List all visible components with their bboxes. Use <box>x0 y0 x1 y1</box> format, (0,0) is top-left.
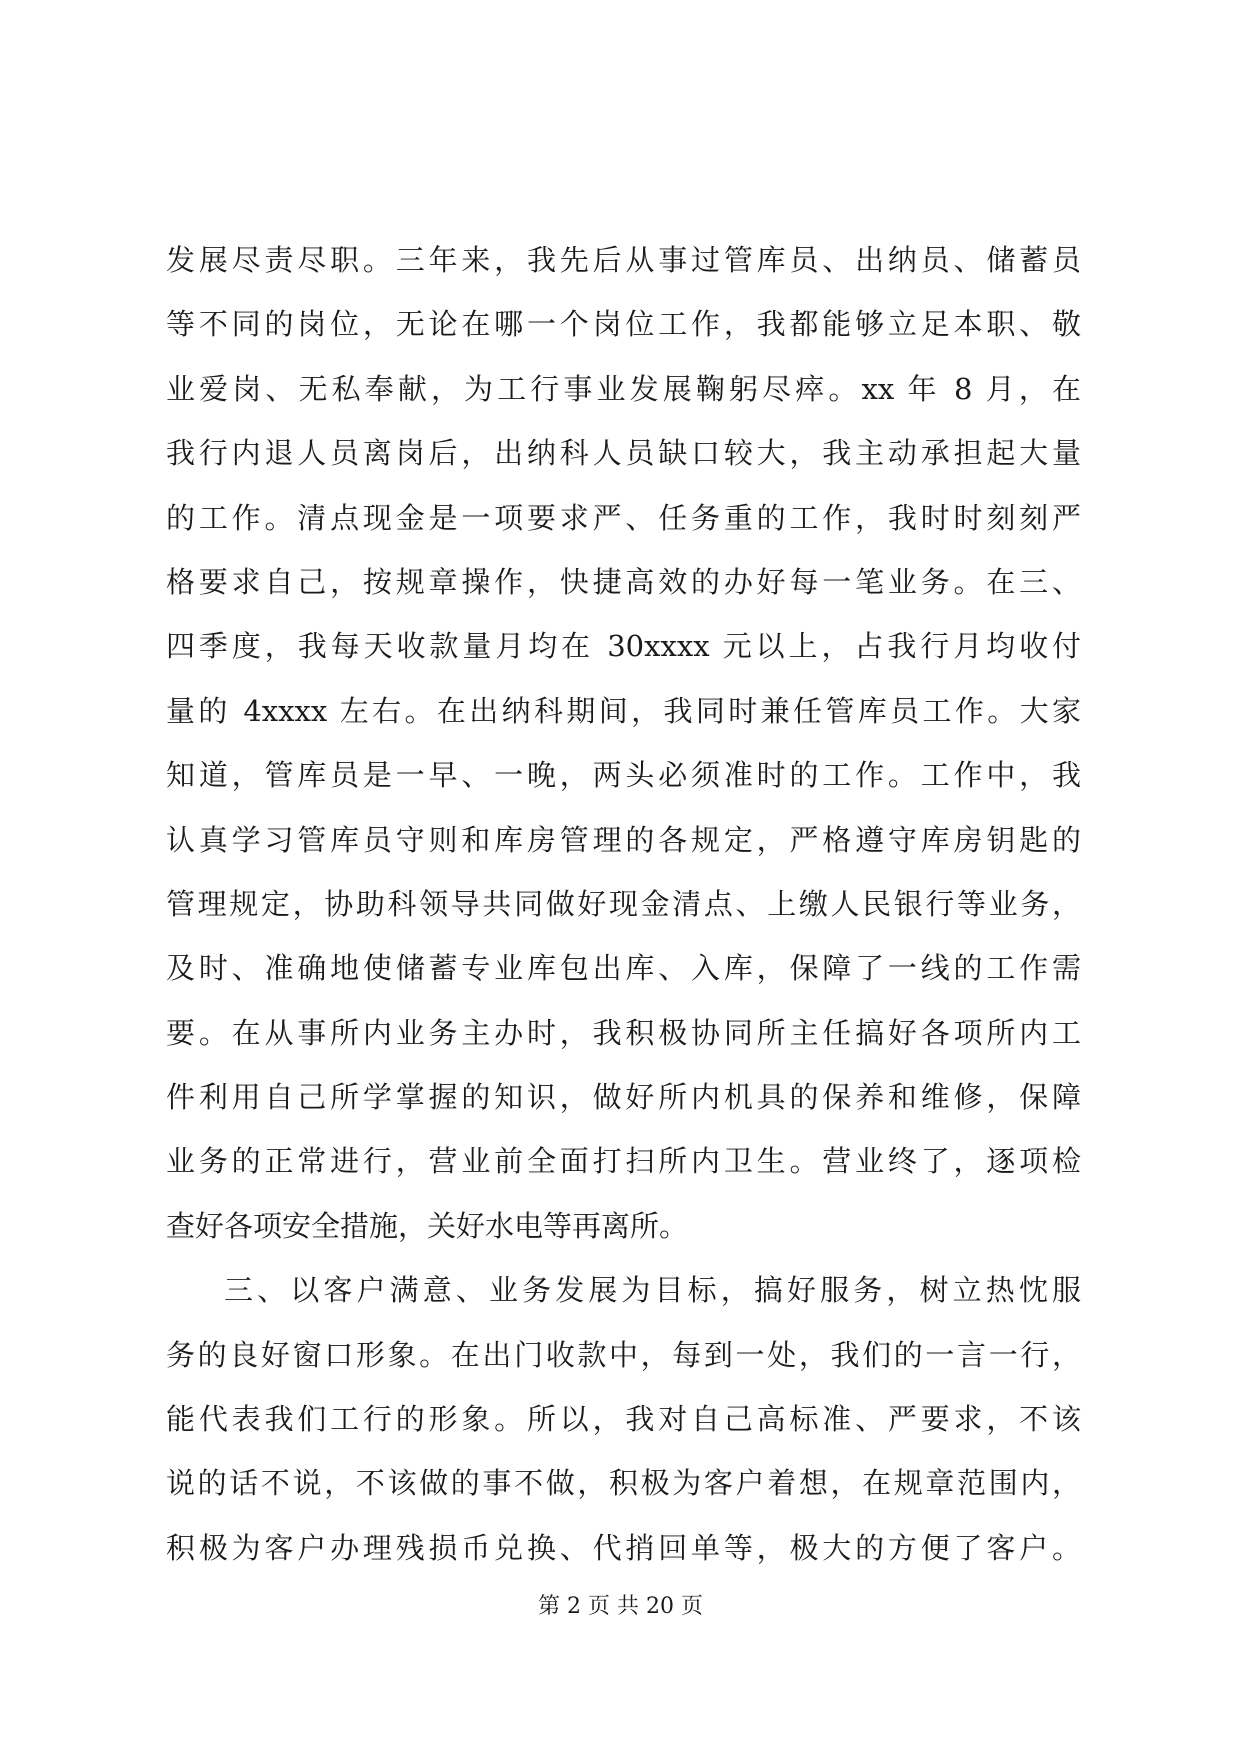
text-line: 量的 4xxxx 左右。在出纳科期间，我同时兼任管库员工作。大家 <box>166 693 1081 728</box>
text-line: 件利用自己所学掌握的知识，做好所内机具的保养和维修，保障 <box>166 1080 1081 1115</box>
text-line: 的工作。清点现金是一项要求严、任务重的工作，我时时刻刻严 <box>166 500 1081 535</box>
text-line: 知道，管库员是一早、一晚，两头必须准时的工作。工作中，我 <box>166 758 1081 793</box>
page-footer: 第 2 页 共 20 页 <box>538 1594 703 1619</box>
document-body <box>166 228 1081 1580</box>
text-line: 等不同的岗位，无论在哪一个岗位工作，我都能够立足本职、敬 <box>166 307 1081 342</box>
text-line: 说的话不说，不该做的事不做，积极为客户着想，在规章范围内， <box>166 1466 1081 1501</box>
text-line: 管理规定，协助科领导共同做好现金清点、上缴人民银行等业务， <box>166 886 1081 921</box>
text-line: 业务的正常进行，营业前全面打扫所内卫生。营业终了，逐项检 <box>166 1144 1081 1179</box>
text-line: 发展尽责尽职。三年来，我先后从事过管库员、出纳员、储蓄员 <box>166 243 1081 277</box>
text-line: 四季度，我每天收款量月均在 30xxxx 元以上，占我行月均收付 <box>166 629 1081 664</box>
text-line: 格要求自己，按规章操作，快捷高效的办好每一笔业务。在三、 <box>166 564 1081 599</box>
text-line: 要。在从事所内业务主办时，我积极协同所主任搞好各项所内工 <box>166 1015 1081 1050</box>
text-line: 认真学习管库员守则和库房管理的各规定，严格遵守库房钥匙的 <box>166 822 1081 857</box>
text-line: 能代表我们工行的形象。所以，我对自己高标准、严要求，不该 <box>166 1402 1081 1437</box>
text-line: 业爱岗、无私奉献，为工行事业发展鞠躬尽瘁。xx 年 8 月，在 <box>166 371 1081 406</box>
text-line-paragraph-end: 查好各项安全措施，关好水电等再离所。 <box>166 1208 689 1243</box>
text-line: 积极为客户办理残损币兑换、代捎回单等，极大的方便了客户。 <box>166 1530 1081 1565</box>
text-line: 务的良好窗口形象。在出门收款中，每到一处，我们的一言一行， <box>166 1337 1081 1372</box>
text-line: 我行内退人员离岗后，出纳科人员缺口较大，我主动承担起大量 <box>166 436 1081 471</box>
text-line: 及时、准确地使储蓄专业库包出库、入库，保障了一线的工作需 <box>166 951 1081 986</box>
text-line-paragraph-start: 三、以客户满意、业务发展为目标，搞好服务，树立热忱服 <box>224 1273 1081 1308</box>
